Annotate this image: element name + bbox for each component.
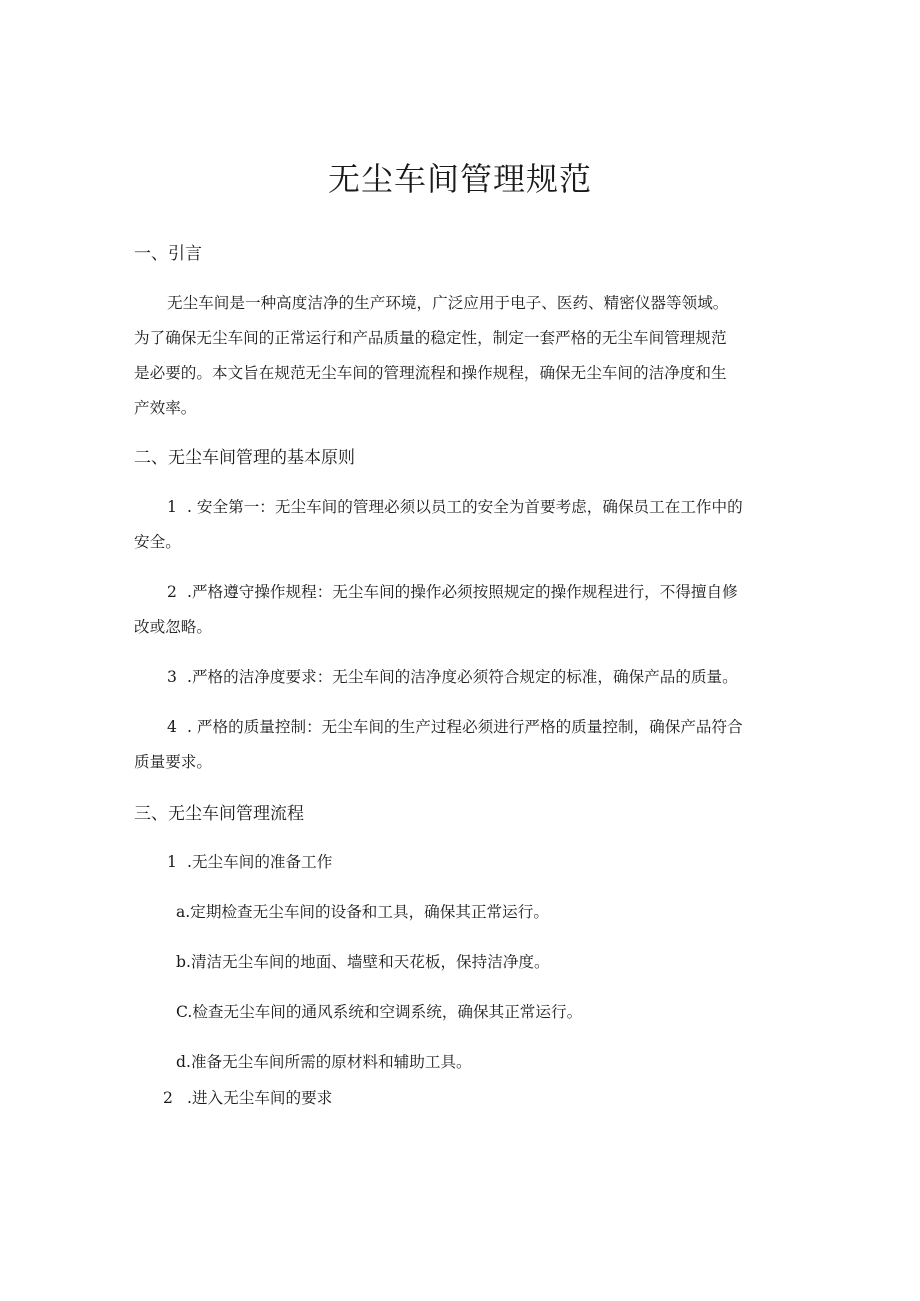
item-number: 2 [167,583,177,601]
item-text: . 安全第一：无尘车间的管理必须以员工的安全为首要考虑，确保员工在工作中的 [187,498,743,516]
item-number: 3 [167,668,177,686]
process-subitem: a.定期检查无尘车间的设备和工具，确保其正常运行。 [176,903,549,921]
intro-line: 是必要的。本文旨在规范无尘车间的管理流程和操作规程，确保无尘车间的洁净度和生 [134,364,727,382]
principle-line [167,712,743,742]
item-text: . 严格的质量控制：无尘车间的生产过程必须进行严格的质量控制，确保产品符合 [187,718,743,736]
section-heading-basic-principles: 二、无尘车间管理的基本原则 [134,448,355,468]
section-heading-management-process: 三、无尘车间管理流程 [134,804,304,824]
process-subitem: C.检查无尘车间的通风系统和空调系统，确保其正常运行。 [176,1003,583,1021]
process-subitem: d.准备无尘车间所需的原材料和辅助工具。 [176,1053,472,1071]
principle-line [167,662,738,692]
principle-line [167,492,743,522]
item-text: .进入无尘车间的要求 [187,1089,333,1107]
item-text: .严格的洁净度要求：无尘车间的洁净度必须符合规定的标准，确保产品的质量。 [187,668,738,686]
item-number: 4 [167,718,177,736]
principle-line: 质量要求。 [134,753,212,771]
intro-line: 为了确保无尘车间的正常运行和产品质量的稳定性，制定一套严格的无尘车间管理规范 [134,329,727,347]
principle-line: 改或忽略。 [134,618,212,636]
principle-line [167,577,738,607]
document-title: 无尘车间管理规范 [327,160,592,198]
process-subitem: b.清洁无尘车间的地面、墙壁和天花板，保持洁净度。 [176,953,550,971]
intro-line: 产效率。 [134,399,197,417]
item-text: .严格遵守操作规程：无尘车间的操作必须按照规定的操作规程进行，不得擅自修 [187,583,738,601]
process-step [167,847,332,877]
item-number: 2 [163,1089,173,1107]
section-heading-introduction: 一、引言 [134,244,202,264]
item-number: 1 [167,853,177,871]
item-text: .无尘车间的准备工作 [187,853,333,871]
intro-line: 无尘车间是一种高度洁净的生产环境，广泛应用于电子、医药、精密仪器等领域。 [167,294,729,312]
process-step [163,1083,332,1113]
item-number: 1 [167,498,177,516]
principle-line: 安全。 [134,533,181,551]
